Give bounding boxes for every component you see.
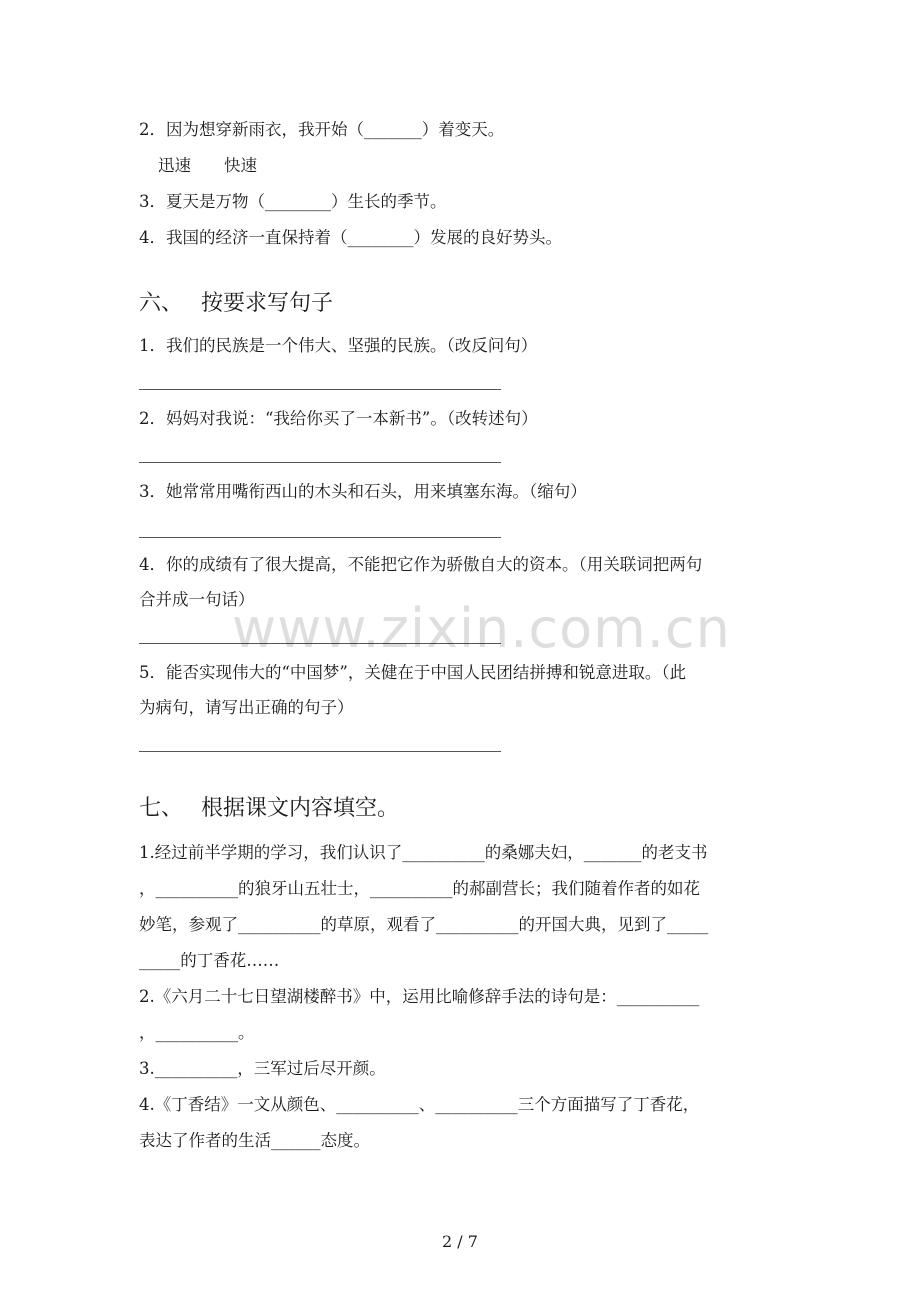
sentence-question-4-line-1: 4．你的成绩有了很大提高，不能把它作为骄傲自大的资本。（用关联词把两句 bbox=[139, 555, 703, 574]
question-4: 4．我国的经济一直保持着（________）发展的良好势头。 bbox=[139, 228, 562, 247]
sentence-question-2: 2．妈妈对我说：“我给你买了一本新书”。（改转述句） bbox=[139, 409, 538, 428]
fill-question-4-line-2: 表达了作者的生活______态度。 bbox=[139, 1131, 370, 1150]
sentence-question-5-line-1: 5．能否实现伟大的“中国梦”，关健在于中国人民团结拼搏和锐意进取。（此 bbox=[139, 663, 687, 682]
fill-question-1-line-3: 妙笔，参观了__________的草原，观看了__________的开国大典，见到了_____ bbox=[139, 915, 709, 934]
section-6-title: 按要求写句子 bbox=[201, 291, 334, 316]
section-6-number: 六、 bbox=[139, 291, 184, 316]
fill-question-3: 3.__________，三军过后尽开颜。 bbox=[139, 1059, 386, 1078]
sentence-question-5-line-2: 为病句，请写出正确的句子） bbox=[139, 698, 354, 717]
sentence-question-1: 1．我们的民族是一个伟大、坚强的民族。（改反问句） bbox=[139, 336, 538, 355]
answer-line-1 bbox=[139, 389, 501, 390]
watermark: www.zixin.com.cn bbox=[232, 597, 731, 660]
answer-line-5 bbox=[139, 751, 501, 752]
fill-question-1-line-2: ，__________的狼牙山五壮士，__________的郝副营长；我们随着作者的如花 bbox=[139, 879, 700, 898]
section-7-title: 根据课文内容填空。 bbox=[201, 796, 400, 821]
sentence-question-4-line-2: 合并成一句话） bbox=[139, 590, 255, 609]
fill-question-2-line-1: 2.《六月二十七日望湖楼醉书》中，运用比喻修辞手法的诗句是：__________ bbox=[139, 987, 700, 1006]
fill-question-1-line-1: 1.经过前半学期的学习，我们认识了__________的桑娜夫妇，_______的老支书 bbox=[139, 843, 708, 862]
section-7-heading bbox=[139, 798, 399, 820]
answer-line-2 bbox=[139, 462, 501, 463]
fill-question-2-line-2: ，__________。 bbox=[139, 1023, 255, 1042]
question-3: 3．夏天是万物（________）生长的季节。 bbox=[139, 192, 447, 211]
answer-line-3 bbox=[139, 537, 501, 538]
section-6-heading bbox=[139, 293, 333, 315]
fill-question-1-line-4: _____的丁香花…… bbox=[139, 951, 280, 970]
word-choices: 迅速 快速 bbox=[158, 156, 257, 175]
fill-question-4-line-1: 4.《丁香结》一文从颜色、__________、__________三个方面描写了丁香花， bbox=[139, 1095, 700, 1114]
page-number: 2 / 7 bbox=[442, 1232, 478, 1251]
section-7-number: 七、 bbox=[139, 796, 184, 821]
question-2: 2．因为想穿新雨衣，我开始（_______）着变天。 bbox=[139, 120, 505, 139]
sentence-question-3: 3．她常常用嘴衔西山的木头和石头，用来填塞东海。（缩句） bbox=[139, 482, 587, 501]
